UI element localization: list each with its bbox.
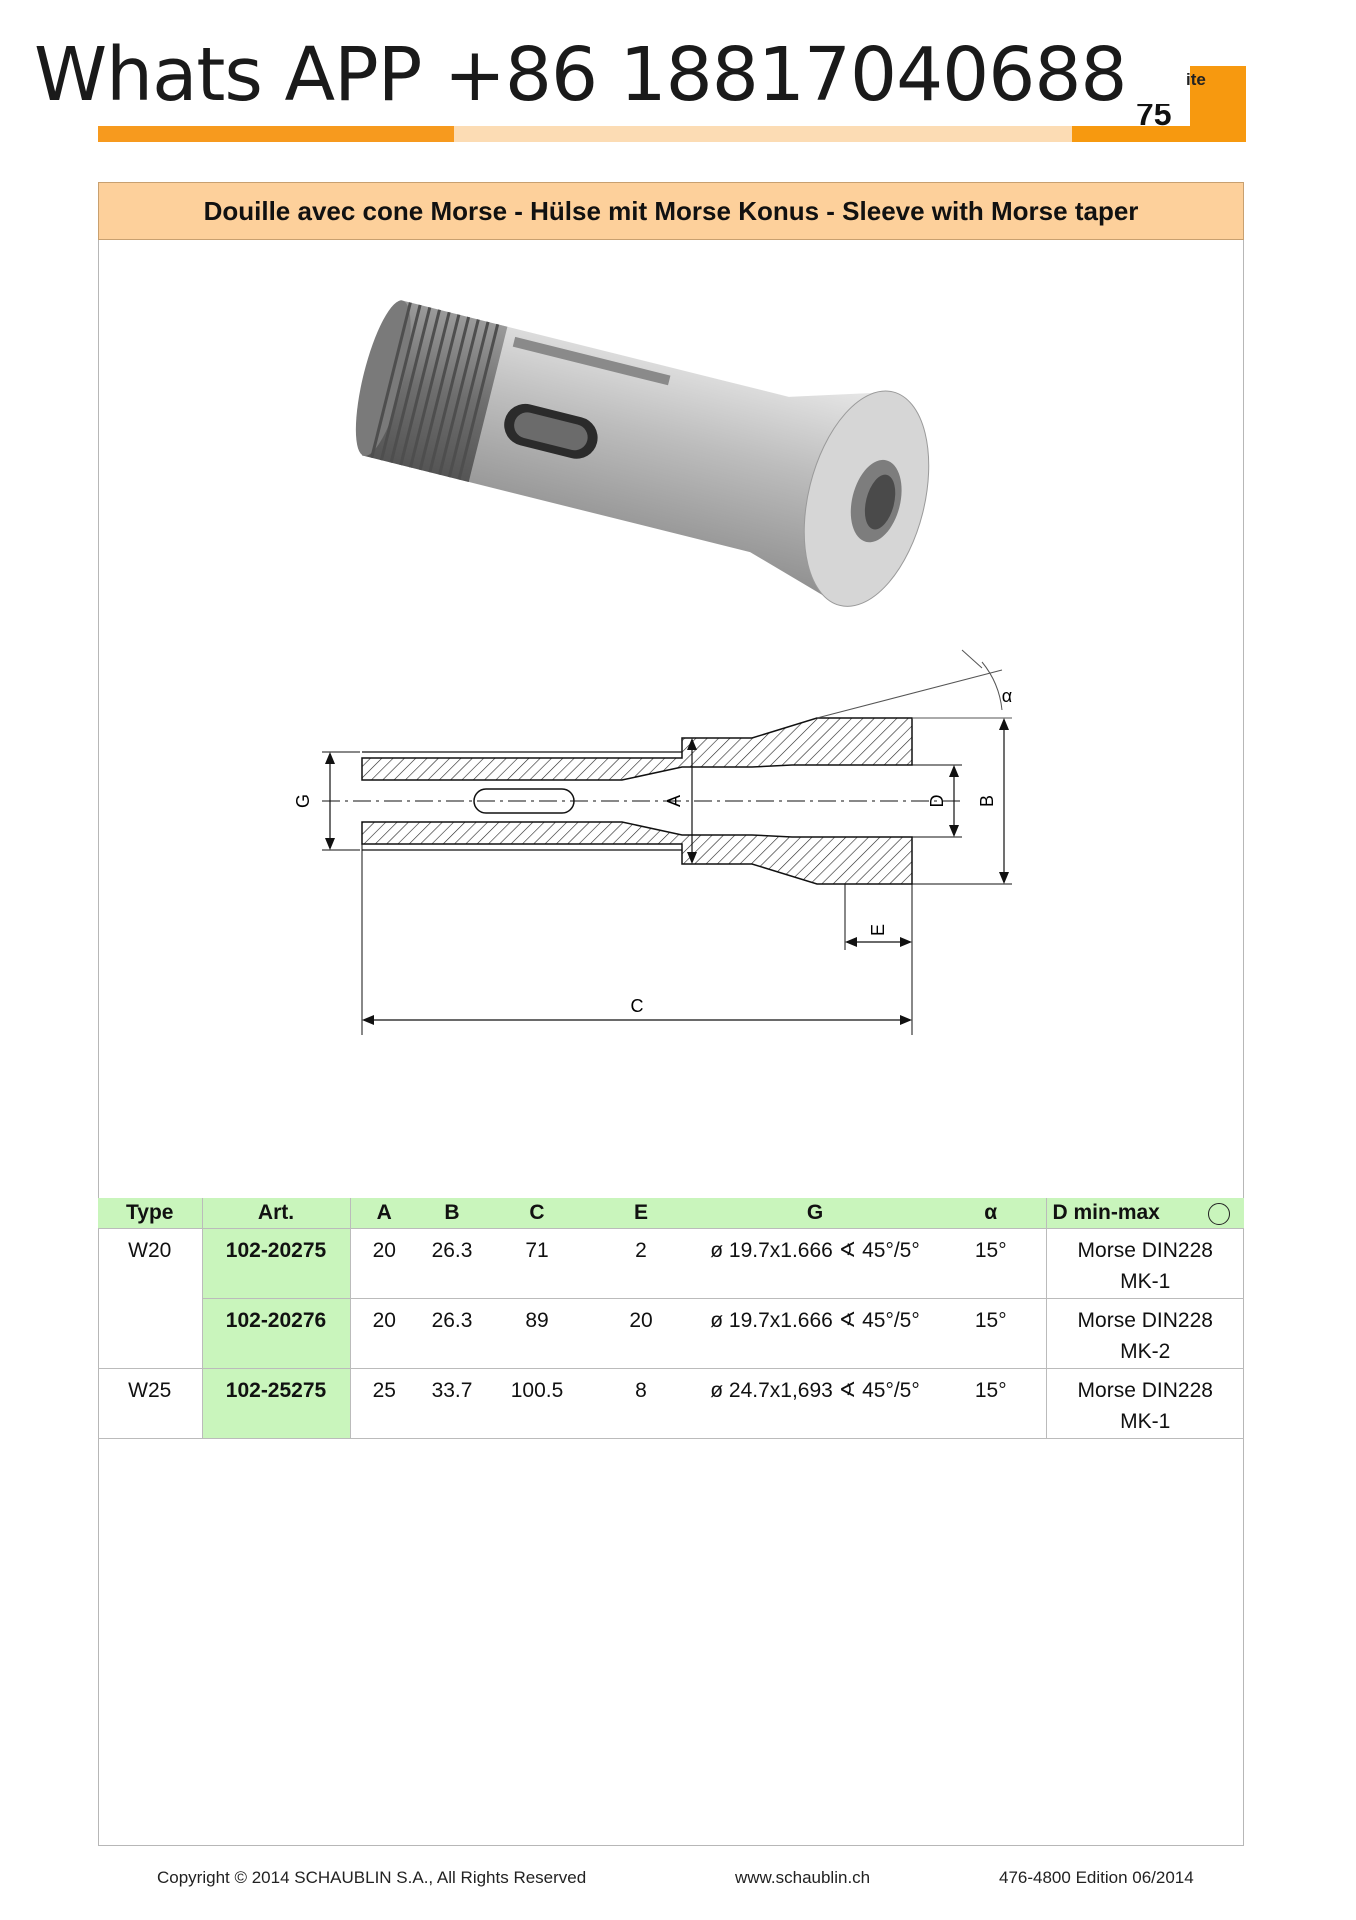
col-header-b: B bbox=[418, 1198, 486, 1229]
cell-a: 20 bbox=[350, 1229, 418, 1299]
cell-c: 71 bbox=[525, 1239, 549, 1262]
col-header-a: A bbox=[350, 1198, 418, 1229]
col-header-e: E bbox=[588, 1198, 694, 1229]
dim-label-d: D bbox=[927, 794, 947, 808]
cell-d-line2: MK-2 bbox=[1120, 1340, 1171, 1363]
cell-g: ø 19.7x1.666 ∢ 45°/5° bbox=[710, 1239, 920, 1262]
cell-art: 102-25275 bbox=[202, 1369, 350, 1439]
cell-d-line1: Morse DIN228 bbox=[1077, 1239, 1213, 1262]
cell-alpha: 15° bbox=[936, 1369, 1046, 1439]
cell-type: W25 bbox=[98, 1369, 202, 1439]
dim-label-g: G bbox=[293, 793, 313, 809]
page-label: ite bbox=[1186, 70, 1206, 89]
header-accent-bar bbox=[98, 126, 454, 142]
table-row bbox=[98, 1369, 1244, 1439]
dim-label-alpha: α bbox=[1001, 686, 1013, 706]
specification-table bbox=[98, 1198, 1244, 1439]
col-header-g: G bbox=[694, 1198, 936, 1229]
col-header-art: Art. bbox=[202, 1198, 350, 1229]
cell-c: 100.5 bbox=[486, 1369, 588, 1439]
circle-icon bbox=[1208, 1203, 1230, 1225]
table-header-row bbox=[98, 1198, 1244, 1229]
cell-d bbox=[1046, 1369, 1244, 1439]
cell-d-line2: MK-1 bbox=[1120, 1410, 1171, 1433]
cell-b: 26.3 bbox=[418, 1299, 486, 1369]
cell-b: 33.7 bbox=[418, 1369, 486, 1439]
cell-alpha: 15° bbox=[974, 1239, 1007, 1262]
cell-b: 26.3 bbox=[431, 1239, 473, 1262]
cell-c: 89 bbox=[486, 1299, 588, 1369]
whatsapp-watermark: Whats APP +86 18817040688 bbox=[34, 32, 1127, 118]
cell-e: 8 bbox=[588, 1369, 694, 1439]
cell-d bbox=[1046, 1299, 1244, 1369]
page-number: 75 bbox=[1136, 104, 1172, 126]
dim-label-c: C bbox=[630, 996, 644, 1016]
cell-a: 25 bbox=[350, 1369, 418, 1439]
cross-section-drawing bbox=[262, 640, 1062, 1040]
sleeve-product-illustration bbox=[350, 300, 1000, 620]
footer-copyright: Copyright © 2014 SCHAUBLIN S.A., All Rights Reserved bbox=[157, 1868, 587, 1887]
dim-label-a: A bbox=[664, 794, 684, 808]
col-header-d-label: D min-max bbox=[1052, 1201, 1160, 1224]
cell-d bbox=[1046, 1229, 1244, 1299]
cell-d-line1: Morse DIN228 bbox=[1077, 1309, 1213, 1332]
cell-alpha: 15° bbox=[936, 1299, 1046, 1369]
page-title: Douille avec cone Morse - Hülse mit Morse Konus - Sleeve with Morse taper bbox=[98, 182, 1244, 240]
dim-label-e: E bbox=[868, 923, 888, 937]
cell-e: 2 bbox=[635, 1239, 647, 1262]
table-row bbox=[98, 1299, 1244, 1369]
cell-d-line1: Morse DIN228 bbox=[1077, 1379, 1213, 1402]
cell-art: 102-20276 bbox=[202, 1299, 350, 1369]
cell-type bbox=[98, 1299, 202, 1369]
cell-g: ø 24.7x1,693 ∢ 45°/5° bbox=[694, 1369, 936, 1439]
cell-g: ø 19.7x1.666 ∢ 45°/5° bbox=[694, 1299, 936, 1369]
cell-d-line2: MK-1 bbox=[1120, 1270, 1171, 1293]
cell-a: 20 bbox=[350, 1299, 418, 1369]
footer-website-link[interactable]: www.schaublin.ch bbox=[735, 1868, 871, 1887]
col-header-alpha: α bbox=[936, 1198, 1046, 1229]
header-band bbox=[454, 126, 1072, 142]
dim-label-b: B bbox=[977, 794, 997, 808]
col-header-d bbox=[1046, 1198, 1244, 1229]
col-header-c: C bbox=[486, 1198, 588, 1229]
table-row bbox=[98, 1229, 1244, 1299]
footer-edition: 476-4800 Edition 06/2014 bbox=[999, 1868, 1194, 1887]
col-header-type: Type bbox=[98, 1198, 202, 1229]
cell-e: 20 bbox=[588, 1299, 694, 1369]
cell-art: 102-20275 bbox=[202, 1229, 350, 1299]
cell-type: W20 bbox=[128, 1239, 172, 1262]
